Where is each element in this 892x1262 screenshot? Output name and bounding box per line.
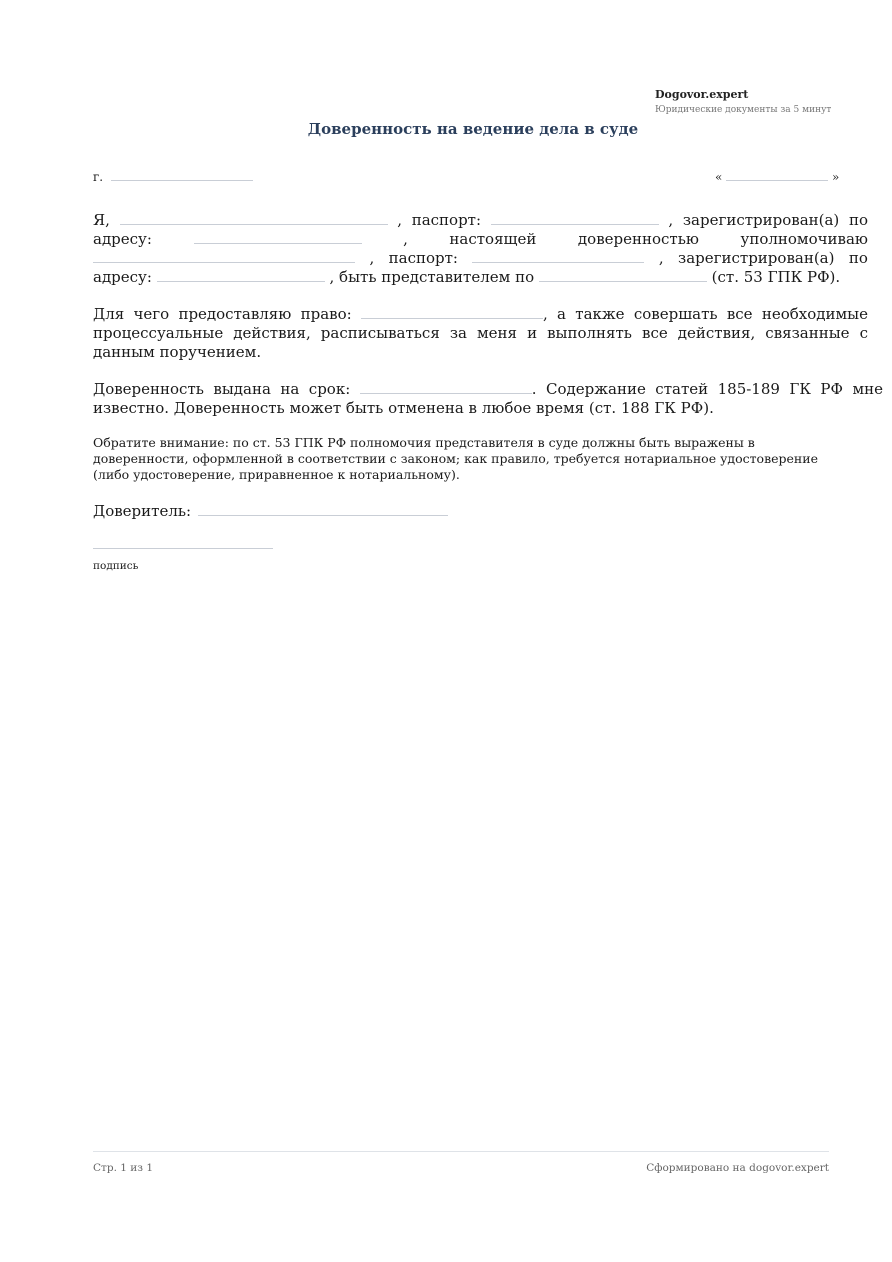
p3-text-1: Доверенность выдана на срок: bbox=[93, 380, 351, 398]
document-title: Доверенность на ведение дела в суде bbox=[307, 120, 639, 138]
date-quote-open: « bbox=[715, 170, 723, 184]
p1-text-7: , быть представителем по bbox=[329, 268, 535, 286]
representative-name-blank[interactable] bbox=[93, 250, 355, 263]
city-field bbox=[93, 168, 253, 184]
p1-text-5: , паспорт: bbox=[369, 249, 458, 267]
date-blank[interactable] bbox=[726, 168, 828, 181]
principal-signature-row bbox=[93, 502, 448, 520]
signature-label: подпись bbox=[93, 560, 139, 572]
principal-passport-blank[interactable] bbox=[491, 212, 659, 225]
page-number: Стр. 1 из 1 bbox=[93, 1162, 154, 1174]
legal-note: Обратите внимание: по ст. 53 ГПК РФ полномочия представителя в суде должны быть выражены в доверенности, оформленной в соответствии с законом; как правило, требуется нотариальное удостоверение (либо удостоверение, приравненное к нотариальному). bbox=[93, 435, 818, 482]
representative-address-blank[interactable] bbox=[157, 269, 325, 282]
principal-address-blank[interactable] bbox=[194, 231, 362, 244]
paragraph-parties bbox=[93, 211, 868, 287]
city-blank[interactable] bbox=[111, 168, 253, 181]
p2-text-1: Для чего предоставляю право: bbox=[93, 305, 352, 323]
signature-line[interactable] bbox=[93, 548, 273, 549]
brand-tagline: Юридические документы за 5 минут bbox=[655, 105, 832, 115]
paragraph-powers bbox=[93, 305, 868, 362]
powers-blank[interactable] bbox=[361, 306, 543, 319]
p1-text-4: , настоящей доверенностью уполномочиваю bbox=[403, 230, 868, 248]
generated-by: Сформировано на dogovor.expert bbox=[646, 1162, 829, 1174]
date-quote-close: » bbox=[832, 170, 840, 184]
case-blank[interactable] bbox=[539, 269, 707, 282]
p2-text-2: , а также совершать все необходимые процессуальные действия, расписываться за меня и выполнять все действия, связанные с данным поручением. bbox=[93, 305, 868, 361]
p1-text-3: , зарегистрирован(а) по адресу: bbox=[93, 211, 868, 248]
p1-text-1: Я, bbox=[93, 211, 110, 229]
paragraph-term bbox=[93, 380, 883, 418]
brand-name: Dogovor.expert bbox=[655, 88, 749, 101]
p1-text-2: , паспорт: bbox=[397, 211, 482, 229]
p1-text-8: (ст. 53 ГПК РФ). bbox=[711, 268, 841, 286]
representative-passport-blank[interactable] bbox=[472, 250, 644, 263]
principal-label: Доверитель: bbox=[93, 502, 192, 520]
term-blank[interactable] bbox=[360, 381, 532, 394]
principal-name-blank[interactable] bbox=[120, 212, 388, 225]
p1-text-6: , зарегистрирован(а) по адресу: bbox=[93, 249, 868, 286]
date-field bbox=[715, 168, 839, 184]
p3-text-2: . Содержание статей 185-189 ГК РФ мне известно. Доверенность может быть отменена в любое время (ст. 188 ГК РФ). bbox=[93, 380, 883, 417]
footer-divider bbox=[93, 1151, 829, 1152]
brand-block bbox=[655, 88, 831, 117]
principal-signature-blank[interactable] bbox=[198, 503, 448, 516]
city-prefix: г. bbox=[93, 170, 104, 184]
